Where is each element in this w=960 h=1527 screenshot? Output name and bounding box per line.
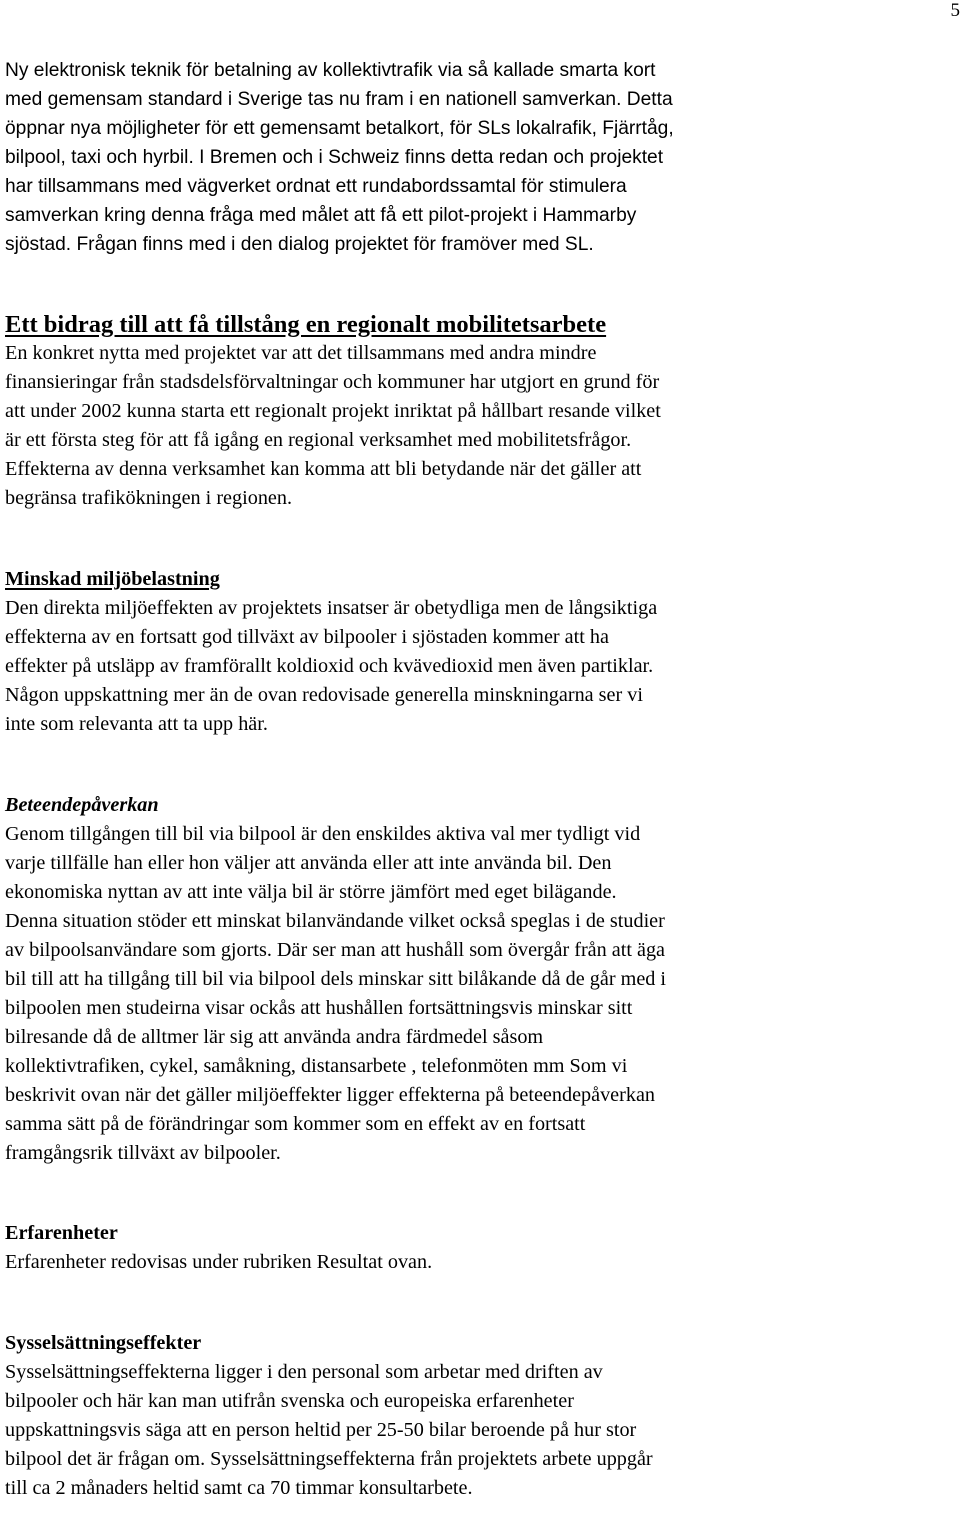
document-body xyxy=(5,56,950,1503)
section-behaviour-change xyxy=(5,791,950,1168)
section-heading: Minskad miljöbelastning xyxy=(5,568,220,590)
section-body: En konkret nytta med projektet var att det tillsammans med andra mindre finansieringar från stadsdelsförvaltningar och kommuner har utgjort en grund för att under 2002 kunna starta ett regionalt projekt inriktat på hållbart resande vilket är ett första steg för att få igång en regional verksamhet med mobilitetsfrågor. Effekterna av denna verksamhet kan komma att bli betydande när det gäller att begränsa trafikökningen i regionen. xyxy=(5,342,661,509)
spacer xyxy=(5,259,950,310)
section-employment-effects xyxy=(5,1329,950,1503)
section-body: Erfarenheter redovisas under rubriken Resultat ovan. xyxy=(5,1251,433,1273)
section-heading: Ett bidrag till att få tillstång en regionalt mobilitetsarbete xyxy=(5,311,607,338)
spacer xyxy=(5,739,950,791)
section-body: Genom tillgången till bil via bilpool är den enskildes aktiva val mer tydligt vid varje tillfälle han eller hon väljer att använda eller att inte använda bil. Den ekonomiska nyttan av att inte välja bil är större jämfört med eget bilägande. Denna situation stöder ett minskat bilanvändande vilket också speglas i de studier av bilpoolsanvändare som gjorts. Där ser man att hushåll som övergår från att äga bil till att ha tillgång till bil via bilpool dels minskar sitt bilåkande då de går med i bilpoolen men studeirna visar ockås att hushållen fortsättningsvis minskar sitt bilresande då de alltmer lär sig att använda andra färdmedel såsom kollektivtrafiken, cykel, samåkning, distansarbete , telefonmöten mm Som vi beskrivit ovan när det gäller miljöeffekter ligger effekterna på beteendepåverkan samma sätt på de förändringar som kommer som en effekt av en fortsatt framgångsrik tillväxt av bilpooler. xyxy=(5,823,667,1164)
section-regional-mobility xyxy=(5,310,950,513)
section-heading: Beteendepåverkan xyxy=(5,794,159,816)
spacer xyxy=(5,1168,950,1219)
intro-paragraph: Ny elektronisk teknik för betalning av kollektivtrafik via så kallade smarta kort med gemensam standard i Sverige tas nu fram i en nationell samverkan. Detta öppnar nya möjligheter för ett gemensamt betalkort, för SLs lokalrafik, Fjärrtåg, bilpool, taxi och hyrbil. I Bremen och i Schweiz finns detta redan och projektet har tillsammans med vägverket ordnat ett rundabordssamtal för stimulera samverkan kring denna fråga med målet att få ett pilot-projekt i Hammarby sjöstad. Frågan finns med i den dialog projektet för framöver med SL. xyxy=(5,60,674,255)
section-experiences xyxy=(5,1219,950,1277)
spacer xyxy=(5,1277,950,1329)
spacer xyxy=(5,513,950,565)
page-number: 5 xyxy=(950,0,960,21)
section-body: Den direkta miljöeffekten av projektets insatser är obetydliga men de långsiktiga effekterna av en fortsatt god tillväxt av bilpooler i sjöstaden kommer att ha effekter på utsläpp av framförallt koldioxid och kvävedioxid men även partiklar. Någon uppskattning mer än de ovan redovisade generella minskningarna ser vi inte som relevanta att ta upp här. xyxy=(5,597,658,735)
section-environmental-impact xyxy=(5,565,950,739)
section-body: Sysselsättningseffekterna ligger i den personal som arbetar med driften av bilpooler och här kan man utifrån svenska och europeiska erfarenheter uppskattningsvis säga att en person heltid per 25-50 bilar beroende på hur stor bilpool det är frågan om. Sysselsättningseffekterna från projektets arbete uppgår till ca 2 månaders heltid samt ca 70 timmar konsultarbete. xyxy=(5,1361,653,1499)
section-heading: Sysselsättningseffekter xyxy=(5,1332,202,1354)
section-heading: Erfarenheter xyxy=(5,1222,118,1244)
